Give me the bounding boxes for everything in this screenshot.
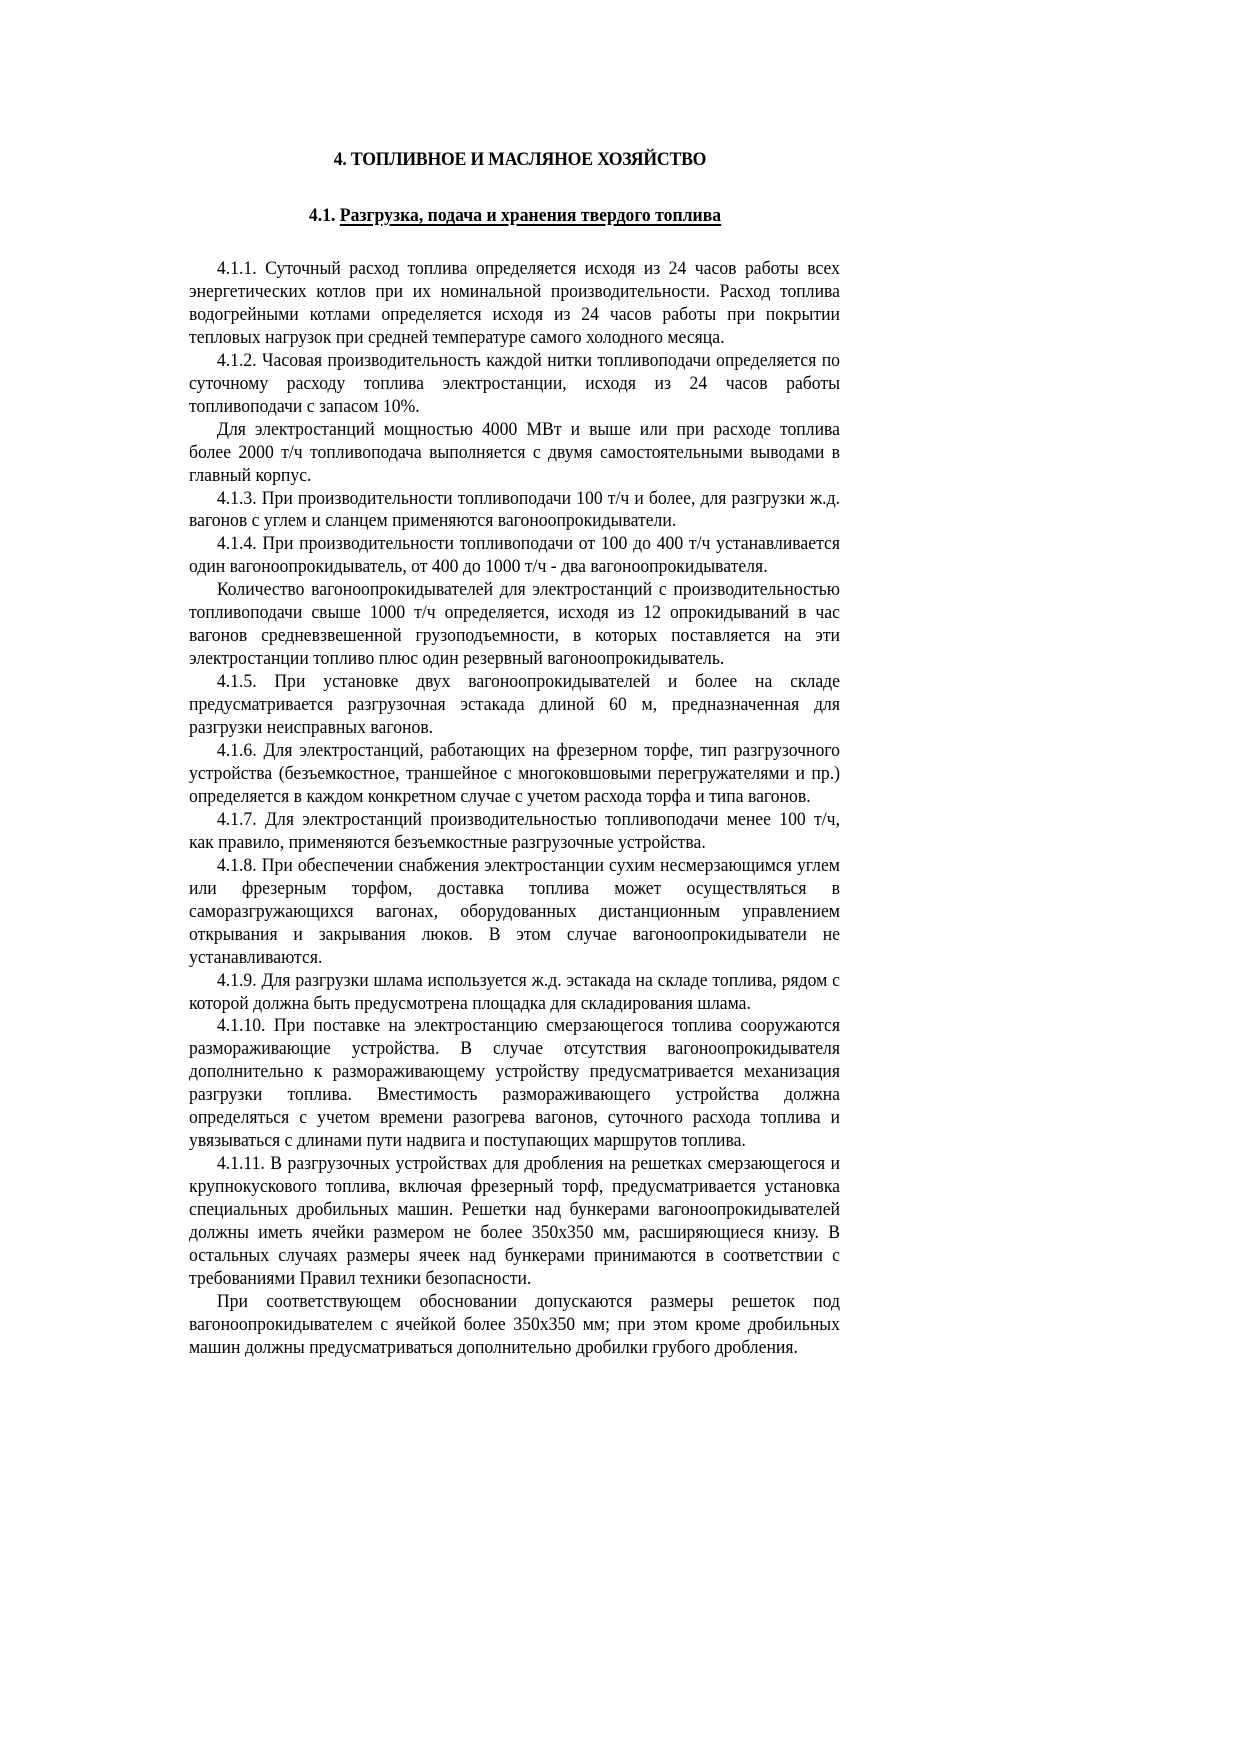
paragraph-4-1-1: 4.1.1. Суточный расход топлива определяется исходя из 24 часов работы всех энергетических котлов при их номинальной производительности. Расход топлива водогрейными котлами определяется исходя из 24 часов работы при покрытии тепловых нагрузок при средней температуре самого холодного месяца. [189,258,840,348]
paragraph-4-1-7: 4.1.7. Для электростанций производительностью топливоподачи менее 100 т/ч, как правило, применяются безъемкостные разгрузочные устройства. [189,808,840,853]
paragraph-4-1-2-cont: Для электростанций мощностью 4000 МВт и выше или при расходе топлива более 2000 т/ч топливоподача выполняется с двумя самостоятельными выводами в главный корпус. [189,418,840,486]
paragraph-4-1-2: 4.1.2. Часовая производительность каждой нитки топливоподачи определяется по суточному расходу топлива электростанции, исходя из 24 часов работы топливоподачи с запасом 10%. [189,349,840,417]
paragraph-4-1-5: 4.1.5. При установке двух вагоноопрокидывателей и более на складе предусматривается разгрузочная эстакада длиной 60 м, предназначенная для разгрузки неисправных вагонов. [189,671,840,739]
document-body [189,258,840,1360]
paragraph-4-1-3: 4.1.3. При производительности топливоподачи 100 т/ч и более, для разгрузки ж.д. вагонов с углем и сланцем применяются вагоноопрокидыватели. [189,487,840,532]
chapter-title: 4. ТОПЛИВНОЕ И МАСЛЯНОЕ ХОЗЯЙСТВО [333,149,707,170]
paragraph-4-1-8: 4.1.8. При обеспечении снабжения электростанции сухим несмерзающимся углем или фрезерным торфом, доставка топлива может осуществляться в саморазгружающихся вагонах, оборудованных дистанционным управлением открывания и закрывания люков. В этом случае вагоноопрокидыватели не устанавливаются. [189,854,840,968]
section-title: Разгрузка, подача и хранения твердого топлива [339,205,722,226]
paragraph-4-1-11-cont: При соответствующем обосновании допускаются размеры решеток под вагоноопрокидывателем с ячейкой более 350x350 мм; при этом кроме дробильных машин должны предусматриваться дополнительно дробилки грубого дробления. [189,1290,840,1358]
section-number: 4.1. [308,205,336,226]
section-heading [36,205,994,227]
paragraph-4-1-9: 4.1.9. Для разгрузки шлама используется ж.д. эстакада на складе топлива, рядом с которой должна быть предусмотрена площадка для складирования шлама. [189,969,840,1014]
paragraph-4-1-6: 4.1.6. Для электростанций, работающих на фрезерном торфе, тип разгрузочного устройства (безъемкостное, траншейное с многоковшовыми перегружателями и пр.) определяется в каждом конкретном случае с учетом расхода торфа и типа вагонов. [189,740,840,807]
paragraph-4-1-10: 4.1.10. При поставке на электростанцию смерзающегося топлива сооружаются размораживающие устройства. В случае отсутствия вагоноопрокидывателя дополнительно к размораживающему устройству предусматривается механизация разгрузки топлива. Вместимость размораживающего устройства должна определяться с учетом времени разогрева вагонов, суточного расхода топлива и увязываться с длинами пути надвига и поступающих маршрутов топлива. [189,1015,840,1152]
paragraph-4-1-11: 4.1.11. В разгрузочных устройствах для дробления на решетках смерзающегося и крупнокускового топлива, включая фрезерный торф, предусматривается установка специальных дробильных машин. Решетки над бункерами вагоноопрокидывателей должны иметь ячейки размером не более 350x350 мм, расширяющиеся книзу. В остальных случаях размеры ячеек над бункерами принимаются в соответствии с требованиями Правил техники безопасности. [189,1153,840,1289]
paragraph-4-1-4-cont: Количество вагоноопрокидывателей для электростанций с производительностью топливоподачи свыше 1000 т/ч определяется, исходя из 12 опрокидываний в час вагонов средневзвешенной грузоподъемности, в которых поставляется на эти электростанции топливо плюс один резервный вагоноопрокидыватель. [189,579,840,670]
paragraph-4-1-4: 4.1.4. При производительности топливоподачи от 100 до 400 т/ч устанавливается один вагоноопрокидыватель, от 400 до 1000 т/ч - два вагоноопрокидывателя. [189,533,840,578]
